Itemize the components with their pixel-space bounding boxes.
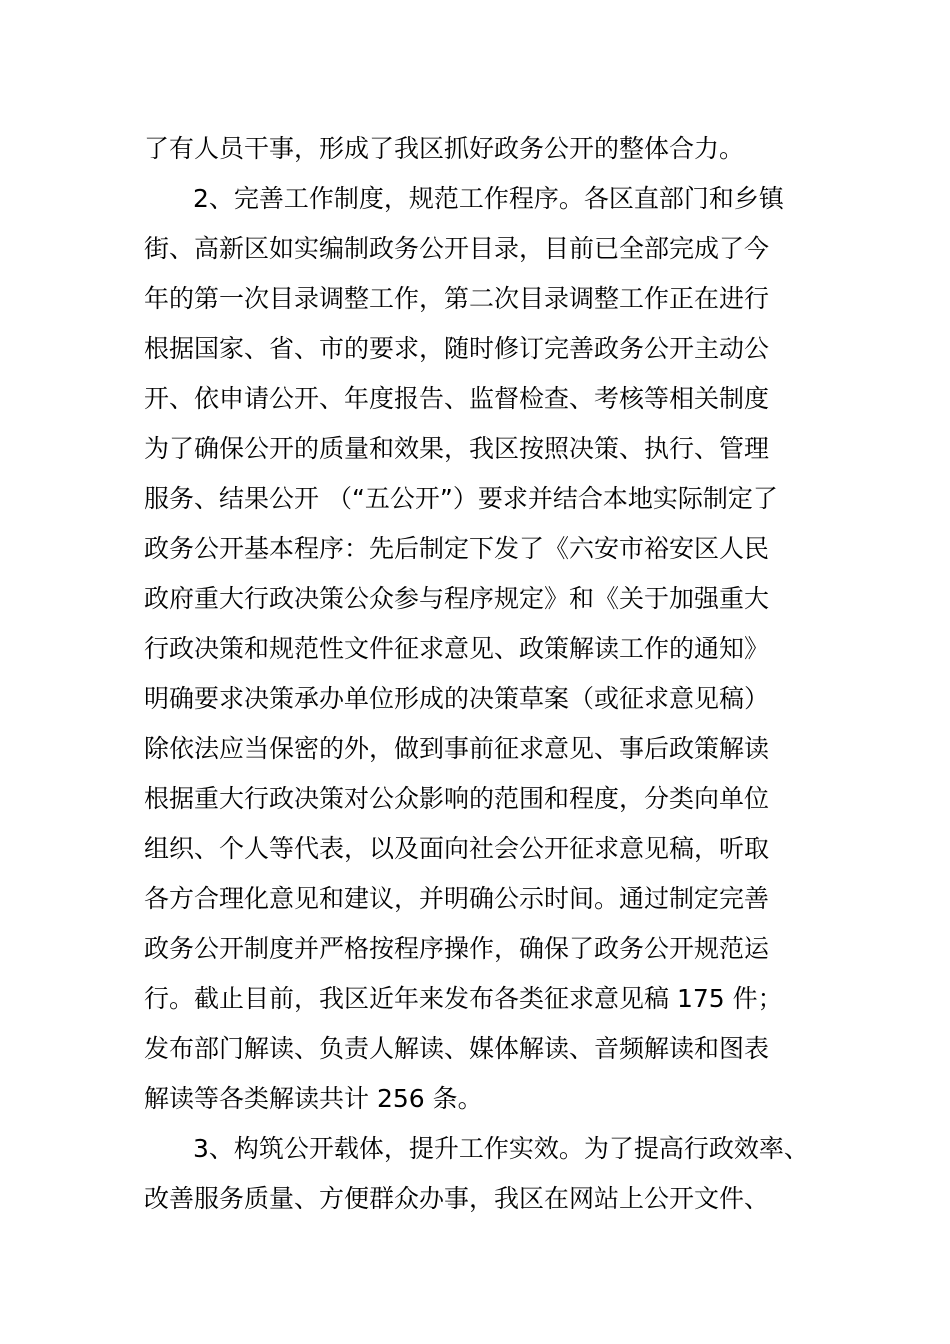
text-line: 根据重大行政决策对公众影响的范围和程度，分类向单位 (144, 784, 770, 813)
text-line: 解读等各类解读共计 256 条。 (144, 1084, 483, 1113)
text-line: 发布部门解读、负责人解读、媒体解读、音频解读和图表 (144, 1034, 770, 1063)
paragraph-start-line: 3、构筑公开载体，提升工作实效。为了提高行政效率、 (193, 1134, 809, 1163)
text-line: 行政决策和规范性文件征求意见、政策解读工作的通知》 (144, 634, 770, 663)
text-line: 开、依申请公开、年度报告、监督检查、考核等相关制度 (144, 384, 770, 413)
text-line: 根据国家、省、市的要求，随时修订完善政务公开主动公 (144, 334, 770, 363)
paragraph-start-line: 2、完善工作制度，规范工作程序。各区直部门和乡镇 (193, 184, 784, 213)
text-line: 组织、个人等代表，以及面向社会公开征求意见稿，听取 (144, 834, 770, 863)
text-line: 除依法应当保密的外，做到事前征求意见、事后政策解读 (144, 734, 770, 763)
text-line: 各方合理化意见和建议，并明确公示时间。通过制定完善 (144, 884, 770, 913)
text-line: 年的第一次目录调整工作，第二次目录调整工作正在进行 (144, 284, 770, 313)
text-line: 了有人员干事，形成了我区抓好政务公开的整体合力。 (144, 134, 745, 163)
text-line: 明确要求决策承办单位形成的决策草案（或征求意见稿） (144, 684, 770, 713)
text-line: 改善服务质量、方便群众办事，我区在网站上公开文件、 (144, 1184, 770, 1213)
text-line: 街、高新区如实编制政务公开目录，目前已全部完成了今 (144, 234, 770, 263)
text-line: 为了确保公开的质量和效果，我区按照决策、执行、管理 (144, 434, 770, 463)
text-line: 服务、结果公开 （“五公开”）要求并结合本地实际制定了 (144, 484, 778, 513)
text-line: 政务公开基本程序：先后制定下发了《六安市裕安区人民 (144, 534, 770, 563)
text-line: 政务公开制度并严格按程序操作，确保了政务公开规范运 (144, 934, 770, 963)
text-line: 政府重大行政决策公众参与程序规定》和《关于加强重大 (144, 584, 770, 613)
text-line: 行。截止目前，我区近年来发布各类征求意见稿 175 件； (144, 984, 783, 1013)
